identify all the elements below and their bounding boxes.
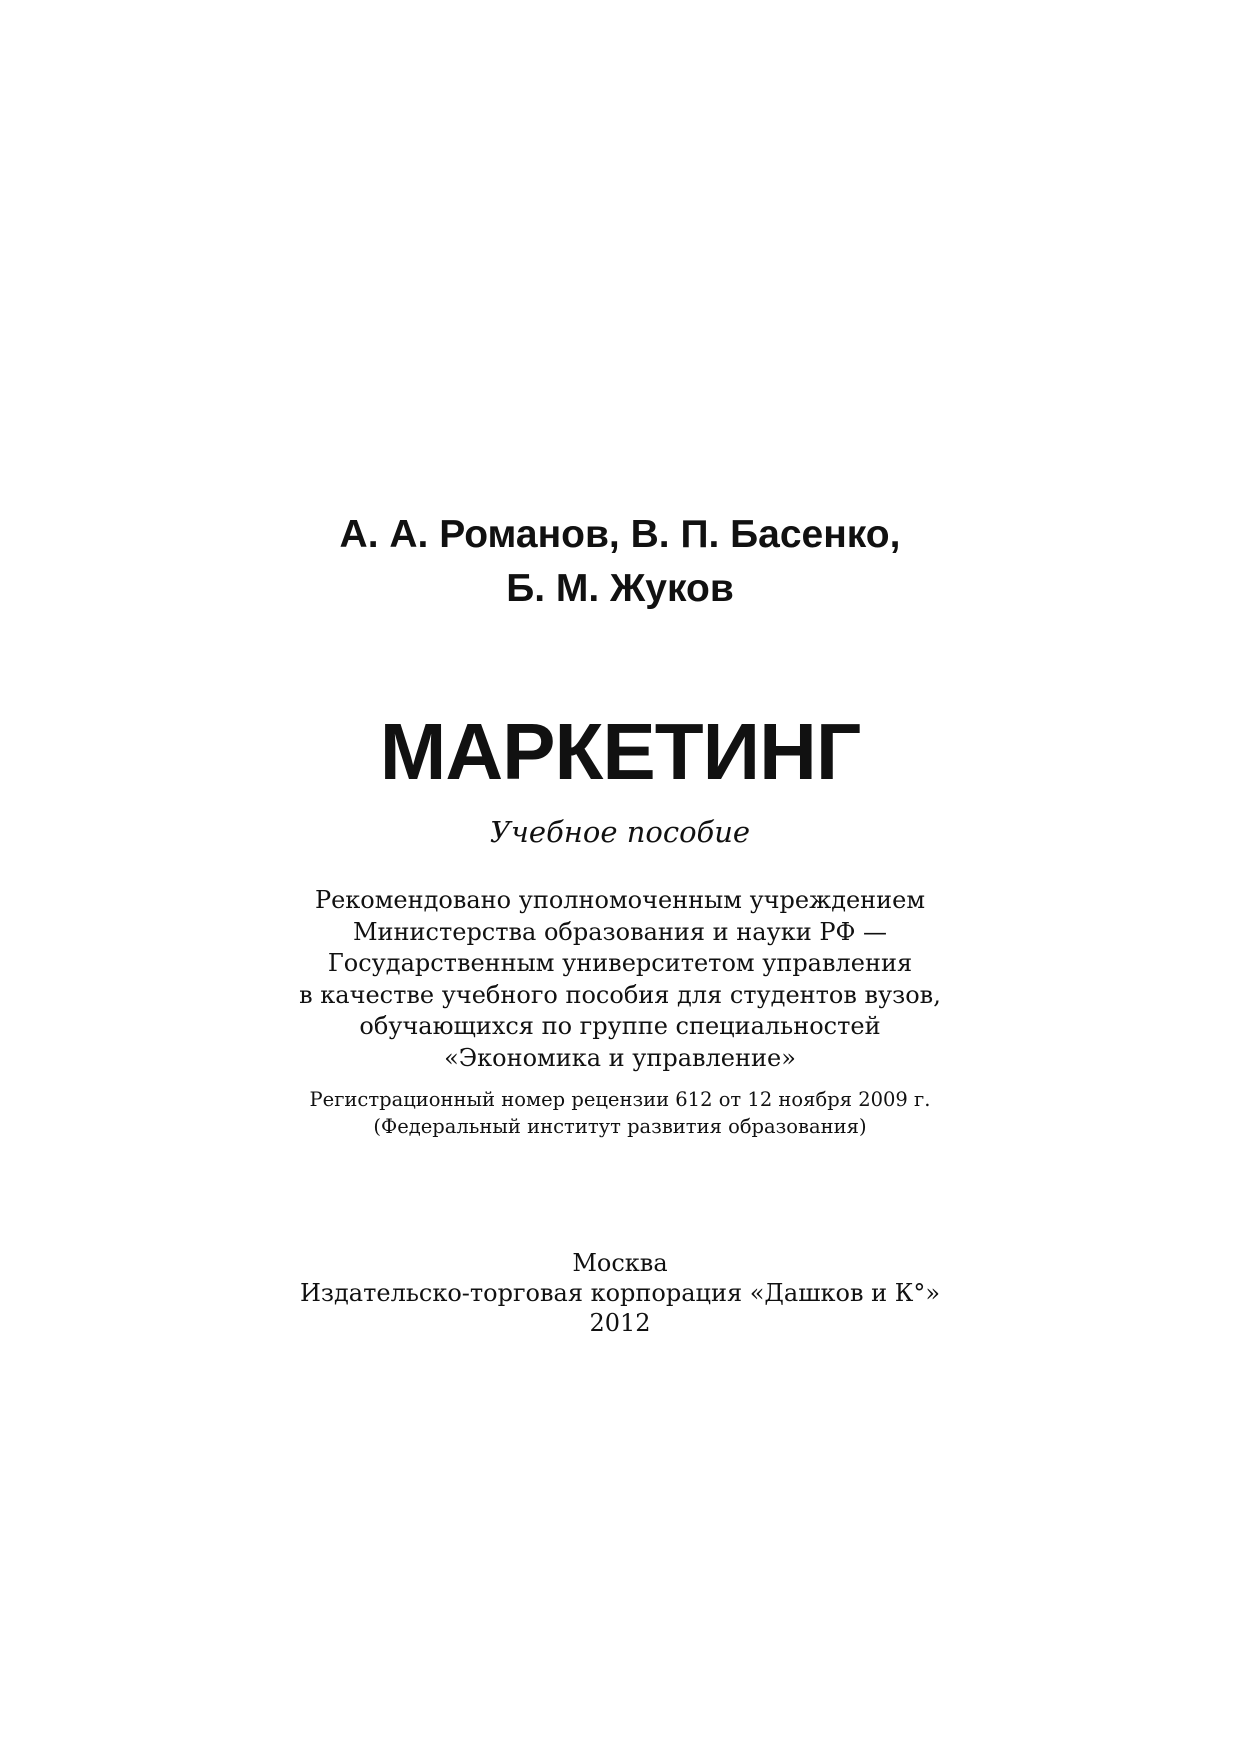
recommendation-line: Рекомендовано уполномоченным учреждением xyxy=(314,886,926,914)
imprint-block xyxy=(0,1248,1240,1338)
imprint-publisher: Издательско-торговая корпорация «Дашков и К°» xyxy=(299,1279,941,1307)
recommendation-line: Государственным университетом управления xyxy=(327,949,913,977)
book-title: МАРКЕТИНГ xyxy=(379,707,861,796)
authors-line-2: Б. М. Жуков xyxy=(506,567,734,610)
recommendation-line: в качестве учебного пособия для студентов вузов, xyxy=(299,980,941,1009)
recommendation-line: Министерства образования и науки РФ — xyxy=(352,917,888,946)
imprint-city: Москва xyxy=(572,1249,668,1277)
recommendation-line: «Экономика и управление» xyxy=(444,1043,796,1072)
recommendation-line: обучающихся по группе специальностей xyxy=(359,1012,881,1040)
imprint-year: 2012 xyxy=(589,1309,651,1337)
registration-line: Регистрационный номер рецензии 612 от 12 ноября 2009 г. xyxy=(309,1088,931,1111)
recommendation-block xyxy=(0,885,1240,1074)
authors-line-1: А. А. Романов, В. П. Басенко, xyxy=(339,513,901,556)
authors xyxy=(0,508,1240,616)
registration-block xyxy=(0,1086,1240,1140)
book-subtitle: Учебное пособие xyxy=(489,815,751,849)
registration-line: (Федеральный институт развития образования) xyxy=(373,1115,867,1138)
